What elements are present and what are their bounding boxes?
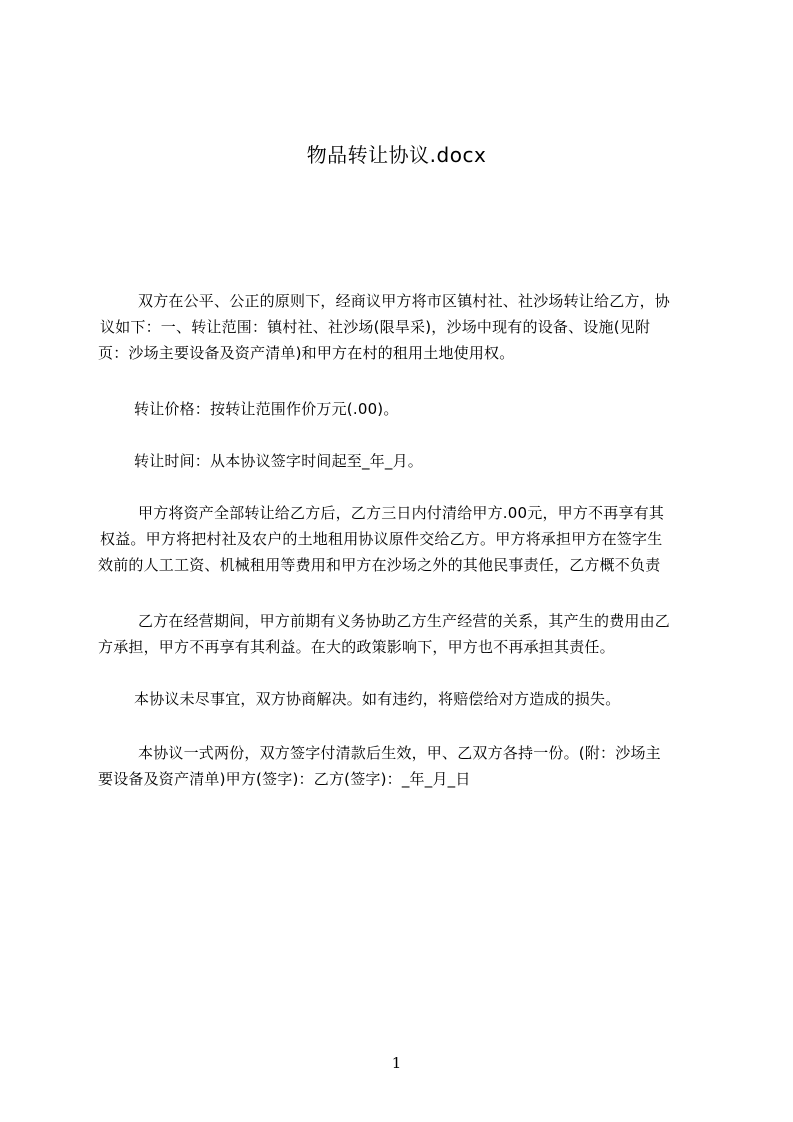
paragraph-payment-terms <box>98 500 702 578</box>
paragraph-line: 转让时间：从本协议签字时间起至_年_月。 <box>134 452 424 470</box>
paragraph-line: 议如下：一、转让范围：镇村社、社沙场(限旱采)，沙场中现有的设备、设施(见附 <box>100 318 651 336</box>
paragraph-line: 方承担，甲方不再享有其利益。在大的政策影响下，甲方也不再承担其责任。 <box>98 638 615 656</box>
paragraph-line: 本协议未尽事宜，双方协商解决。如有违约，将赔偿给对方造成的损失。 <box>134 690 621 708</box>
paragraph-transfer-scope <box>98 288 702 366</box>
paragraph-line: 甲方将资产全部转让给乙方后，乙方三日内付清给甲方.00元，甲方不再享有其 <box>138 504 665 522</box>
paragraph-operation-period <box>98 608 702 660</box>
paragraph-line: 权益。甲方将把村社及农户的土地租用协议原件交给乙方。甲方将承担甲方在签字生 <box>100 530 663 548</box>
paragraph-line: 本协议一式两份，双方签字付清款后生效，甲、乙双方各持一份。(附：沙场主 <box>138 744 661 762</box>
paragraph-line: 效前的人工工资、机械租用等费用和甲方在沙场之外的其他民事责任，乙方概不负责 <box>98 556 661 574</box>
paragraph-dispute-resolution <box>98 686 702 712</box>
paragraph-transfer-time <box>98 448 702 474</box>
paragraph-line: 页：沙场主要设备及资产清单)和甲方在村的租用土地使用权。 <box>98 344 515 362</box>
paragraph-line: 要设备及资产清单)甲方(签字)：乙方(签字)：_年_月_日 <box>98 770 471 788</box>
page-number: 1 <box>391 1054 402 1072</box>
paragraph-signatures <box>98 740 702 792</box>
paragraph-line: 双方在公平、公正的原则下，经商议甲方将市区镇村社、社沙场转让给乙方，协 <box>138 292 671 310</box>
paragraph-line: 乙方在经营期间，甲方前期有义务协助乙方生产经营的关系，其产生的费用由乙 <box>138 612 671 630</box>
paragraph-transfer-price <box>98 396 702 422</box>
paragraph-line: 转让价格：按转让范围作价万元(.00)。 <box>134 400 399 418</box>
document-title: 物品转让协议.docx <box>306 143 487 167</box>
